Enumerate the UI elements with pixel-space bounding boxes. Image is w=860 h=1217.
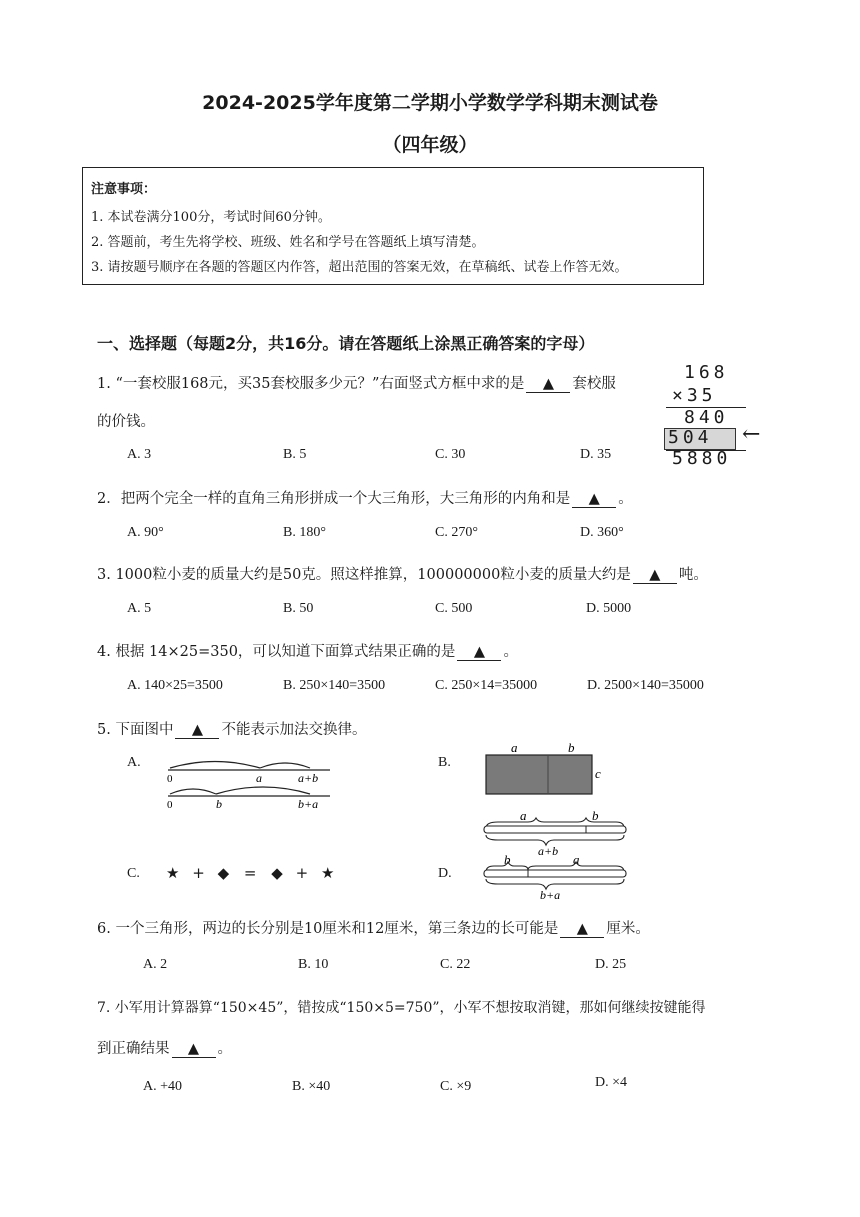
q6-option-a: A. 2 [143, 957, 168, 972]
diamond-icon: ◆ [271, 864, 283, 882]
q5-figure-a-number-lines [160, 752, 360, 812]
q1-option-d: D. 35 [580, 447, 612, 462]
q1-line2: 的价钱。 [97, 414, 155, 430]
label-a: a [573, 852, 580, 867]
question-3: 3. 1000粒小麦的质量大约是50克。照这样推算，100000000粒小麦的质量大约是 ▲ 吨。 [97, 567, 708, 583]
label-b: b [504, 852, 511, 867]
notice-box [82, 167, 704, 285]
question-7-line2: 到正确结果 ▲ 。 [97, 1041, 232, 1057]
q7-option-c: C. ×9 [440, 1079, 472, 1094]
calc-multiplicand: 168 [684, 362, 729, 383]
label-b: b [216, 797, 222, 811]
notice-item-2: 2. 答题前，考生先将学校、班级、姓名和学号在答题纸上填写清楚。 [91, 235, 485, 250]
q2-text: 2．把两个完全一样的直角三角形拼成一个大三角形，大三角形的内角和是 [97, 491, 571, 507]
q6-option-c: C. 22 [440, 957, 471, 972]
q7-option-b: B. ×40 [292, 1079, 331, 1094]
question-4: 4. 根据 14×25=350，可以知道下面算式结果正确的是 ▲ 。 [97, 644, 518, 660]
calc-partial-1: 840 [684, 407, 729, 428]
q1-option-b: B. 5 [283, 447, 307, 462]
q3-option-d: D. 5000 [586, 601, 632, 616]
q1-option-c: C. 30 [435, 447, 466, 462]
notice-item-3: 3. 请按题号顺序在各题的答题区内作答，超出范围的答案无效，在草稿纸、试卷上作答无效。 [91, 260, 628, 275]
q3-option-a: A. 5 [127, 601, 152, 616]
answer-blank: ▲ [572, 491, 616, 508]
q5-option-d: D. [438, 866, 452, 881]
arrow-left-icon: ← [742, 422, 761, 447]
question-6: 6. 一个三角形，两边的长分别是10厘米和12厘米，第三条边的长可能是 ▲ 厘米。 [97, 921, 650, 937]
q6-option-d: D. 25 [595, 957, 627, 972]
q3-option-b: B. 50 [283, 601, 314, 616]
notice-item-1: 1. 本试卷满分100分，考试时间60分钟。 [91, 210, 331, 225]
answer-blank: ▲ [175, 722, 219, 739]
q5-option-c: C. [127, 866, 140, 881]
q2-option-a: A. 90° [127, 525, 164, 540]
q4-option-d: D. 2500×140=35000 [587, 678, 704, 693]
q2-option-b: B. 180° [283, 525, 326, 540]
label-b-plus-a: b+a [298, 797, 319, 811]
label-b: b [568, 740, 575, 755]
star-icon: ★ [320, 864, 335, 882]
plus-sign: + [295, 864, 309, 882]
q7-option-d: D. ×4 [595, 1075, 628, 1090]
q6-option-b: B. 10 [298, 957, 329, 972]
q5-text: 5. 下面图中 [97, 722, 174, 738]
calc-partial-2: 504 [668, 427, 713, 448]
q6-text: 6. 一个三角形，两边的长分别是10厘米和12厘米，第三条边的长可能是 [97, 921, 559, 937]
label-zero: 0 [167, 773, 173, 785]
q4-text: 4. 根据 14×25=350，可以知道下面算式结果正确的是 [97, 644, 456, 660]
label-b-plus-a: b+a [540, 888, 561, 902]
q3-text: 3. 1000粒小麦的质量大约是50克。照这样推算，100000000粒小麦的质量大约是 [97, 567, 631, 583]
question-5: 5. 下面图中 ▲ 不能表示加法交换律。 [97, 722, 367, 738]
question-2: 2．把两个完全一样的直角三角形拼成一个大三角形，大三角形的内角和是 ▲ 。 [97, 491, 633, 507]
label-a: a [520, 808, 527, 823]
plus-sign: + [192, 864, 205, 882]
calc-result: 5880 [672, 448, 732, 469]
q1-text: 1. “一套校服168元，买35套校服多少元？”右面竖式方框中求的是 [97, 376, 525, 392]
q2-option-c: C. 270° [435, 525, 478, 540]
q3-option-c: C. 500 [435, 601, 473, 616]
q4-option-a: A. 140×25=3500 [127, 678, 223, 693]
label-a-plus-b: a+b [298, 771, 319, 785]
label-c: c [595, 766, 601, 781]
q4-option-c: C. 250×14=35000 [435, 678, 538, 693]
label-a: a [256, 771, 262, 785]
q5-option-b: B. [438, 755, 451, 770]
section-title: 一、选择题（每题2分，共16分。请在答题纸上涂黑正确答案的字母） [97, 334, 595, 353]
q4-option-b: B. 250×140=3500 [283, 678, 386, 693]
label-a-plus-b: a+b [538, 844, 559, 858]
q1-option-a: A. 3 [127, 447, 152, 462]
diamond-icon: ◆ [217, 864, 230, 882]
notice-heading: 注意事项： [91, 182, 157, 197]
q7-option-a: A. +40 [143, 1079, 183, 1094]
answer-blank: ▲ [457, 644, 501, 661]
q5-figure-c-symbols [166, 864, 334, 882]
question-7: 7. 小军用计算器算“150×45”，错按成“150×5=750”，小军不想按取消键，那如何继续按键能得 [97, 1000, 706, 1016]
answer-blank: ▲ [526, 376, 570, 393]
answer-blank: ▲ [633, 567, 677, 584]
label-a: a [511, 740, 518, 755]
calc-multiplier: ×35 [672, 385, 717, 406]
q5-figure-d-bar [478, 852, 638, 902]
q5-figure-b-rectangle [478, 738, 638, 858]
exam-title: 2024-2025学年度第二学期小学数学学科期末测试卷 [202, 92, 658, 114]
answer-blank: ▲ [560, 921, 604, 938]
q2-option-d: D. 360° [580, 525, 624, 540]
equals-sign: = [243, 864, 257, 882]
question-1: 1. “一套校服168元，买35套校服多少元？”右面竖式方框中求的是 ▲ 套校服 [97, 376, 616, 392]
answer-blank: ▲ [172, 1041, 216, 1058]
grade-label: （四年级） [382, 134, 478, 156]
q5-option-a: A. [127, 755, 141, 770]
star-icon: ★ [166, 864, 180, 882]
label-zero: 0 [167, 799, 173, 811]
label-b: b [592, 808, 599, 823]
